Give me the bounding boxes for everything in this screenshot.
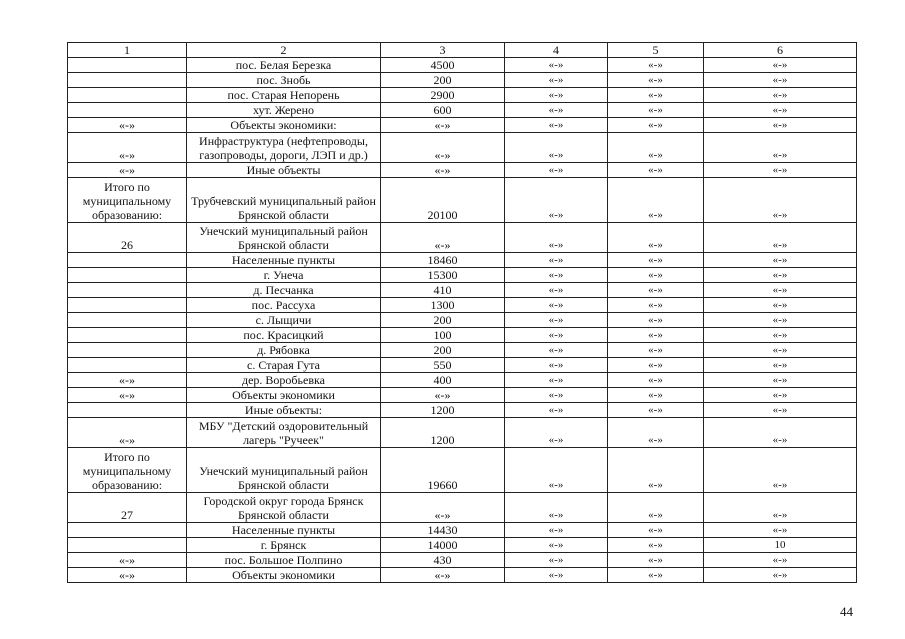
table-cell: «-» [608, 268, 704, 283]
table-cell: «-» [381, 223, 505, 253]
column-header: 2 [187, 43, 381, 58]
table-cell: «-» [608, 388, 704, 403]
table-row [68, 328, 857, 343]
table-cell: «-» [608, 568, 704, 583]
table-cell: «-» [704, 523, 857, 538]
table-cell: «-» [68, 568, 187, 583]
table-row [68, 223, 857, 253]
column-header: 3 [381, 43, 505, 58]
table-cell [68, 358, 187, 373]
table-row [68, 268, 857, 283]
table-cell: «-» [704, 253, 857, 268]
table-cell: «-» [505, 133, 608, 163]
table-cell: пос. Белая Березка [187, 58, 381, 73]
table-cell: Трубчевский муниципальный район Брянской области [187, 178, 381, 223]
column-header: 1 [68, 43, 187, 58]
table-cell: 400 [381, 373, 505, 388]
table-cell: «-» [704, 283, 857, 298]
table-cell: Итого по муниципальному образованию: [68, 178, 187, 223]
table-cell [68, 298, 187, 313]
table-cell: 1300 [381, 298, 505, 313]
table-cell: 19660 [381, 448, 505, 493]
table-cell: «-» [505, 178, 608, 223]
table-cell: д. Песчанка [187, 283, 381, 298]
table-cell: «-» [68, 373, 187, 388]
table-row [68, 418, 857, 448]
table-cell: «-» [704, 568, 857, 583]
table-cell: «-» [608, 133, 704, 163]
table-cell: «-» [608, 373, 704, 388]
table-cell: «-» [608, 313, 704, 328]
table-cell: «-» [381, 163, 505, 178]
table-row [68, 58, 857, 73]
table-cell [68, 103, 187, 118]
table-row [68, 538, 857, 553]
table-cell: «-» [608, 298, 704, 313]
table-row [68, 568, 857, 583]
table-cell: «-» [704, 358, 857, 373]
table-cell: «-» [704, 103, 857, 118]
table-cell: «-» [608, 328, 704, 343]
table-cell: «-» [505, 358, 608, 373]
table-cell: «-» [704, 388, 857, 403]
table-cell: «-» [381, 568, 505, 583]
table-cell: пос. Старая Непорень [187, 88, 381, 103]
table-cell: «-» [381, 388, 505, 403]
table-cell: «-» [505, 268, 608, 283]
table-cell: «-» [608, 418, 704, 448]
table-cell: «-» [505, 58, 608, 73]
table-cell: Иные объекты [187, 163, 381, 178]
table-cell [68, 283, 187, 298]
table-cell: «-» [505, 118, 608, 133]
table-cell: 27 [68, 493, 187, 523]
table-cell: «-» [68, 163, 187, 178]
table-cell: Унечский муниципальный район Брянской области [187, 223, 381, 253]
table-cell: пос. Красицкий [187, 328, 381, 343]
table-row [68, 88, 857, 103]
table-cell: «-» [608, 523, 704, 538]
page-number: 44 [840, 604, 853, 619]
table-cell: 410 [381, 283, 505, 298]
table-cell: пос. Большое Полпино [187, 553, 381, 568]
table-row [68, 403, 857, 418]
table-cell: Объекты экономики: [187, 118, 381, 133]
table-cell [68, 268, 187, 283]
table-cell: «-» [505, 328, 608, 343]
table-cell: Объекты экономики [187, 568, 381, 583]
table-cell: «-» [505, 103, 608, 118]
table-cell: «-» [505, 298, 608, 313]
table-cell: 26 [68, 223, 187, 253]
table-cell: «-» [68, 418, 187, 448]
table-cell: 550 [381, 358, 505, 373]
table-cell: 14430 [381, 523, 505, 538]
table-cell: «-» [704, 163, 857, 178]
table-row [68, 388, 857, 403]
table-cell: «-» [505, 448, 608, 493]
table-cell: «-» [608, 73, 704, 88]
table-row [68, 493, 857, 523]
table-cell: 2900 [381, 88, 505, 103]
table-cell [68, 538, 187, 553]
table-cell: «-» [68, 388, 187, 403]
table-cell: «-» [505, 223, 608, 253]
table-cell: «-» [608, 103, 704, 118]
table-cell: пос. Рассуха [187, 298, 381, 313]
table-cell: «-» [505, 538, 608, 553]
table-cell: «-» [381, 118, 505, 133]
table-cell: «-» [505, 388, 608, 403]
table-cell: «-» [505, 568, 608, 583]
table-cell: Инфраструктура (нефтепроводы, газопроводы, дороги, ЛЭП и др.) [187, 133, 381, 163]
table-row [68, 163, 857, 178]
table-cell: «-» [704, 418, 857, 448]
table-cell: «-» [608, 163, 704, 178]
table-row [68, 523, 857, 538]
table-cell: «-» [608, 58, 704, 73]
table-cell [68, 403, 187, 418]
table-cell: «-» [608, 253, 704, 268]
table-cell: Иные объекты: [187, 403, 381, 418]
table-cell: «-» [505, 403, 608, 418]
table-cell: «-» [608, 448, 704, 493]
table-cell: «-» [608, 223, 704, 253]
table-row [68, 298, 857, 313]
table-cell: Унечский муниципальный район Брянской области [187, 448, 381, 493]
table-cell [68, 88, 187, 103]
table-cell: «-» [704, 553, 857, 568]
table-cell: «-» [608, 118, 704, 133]
table-header-row [68, 43, 857, 58]
table-cell: г. Брянск [187, 538, 381, 553]
table-row [68, 358, 857, 373]
table-cell [68, 328, 187, 343]
table-cell: «-» [704, 448, 857, 493]
table-row [68, 253, 857, 268]
table-cell: «-» [608, 538, 704, 553]
table-row [68, 343, 857, 358]
table-cell: «-» [704, 118, 857, 133]
table-cell: «-» [68, 553, 187, 568]
table-cell: МБУ "Детский оздоровительный лагерь "Ручеек" [187, 418, 381, 448]
table-cell: «-» [608, 178, 704, 223]
table-cell: Объекты экономики [187, 388, 381, 403]
table-cell: «-» [704, 133, 857, 163]
data-table [67, 42, 857, 583]
table-cell: «-» [704, 88, 857, 103]
column-header: 6 [704, 43, 857, 58]
table-cell: «-» [704, 298, 857, 313]
table-cell: «-» [608, 283, 704, 298]
table-cell: «-» [68, 133, 187, 163]
table-cell: 200 [381, 73, 505, 88]
table-cell: «-» [505, 553, 608, 568]
table-cell: «-» [704, 73, 857, 88]
table-cell: «-» [381, 493, 505, 523]
table-cell [68, 313, 187, 328]
table-cell: д. Рябовка [187, 343, 381, 358]
table-cell: «-» [704, 328, 857, 343]
table-cell: «-» [505, 73, 608, 88]
column-header: 5 [608, 43, 704, 58]
table-cell: «-» [505, 343, 608, 358]
table-cell: 200 [381, 343, 505, 358]
table-cell: «-» [68, 118, 187, 133]
table-body [68, 43, 857, 583]
table-cell: 600 [381, 103, 505, 118]
table-cell: Населенные пункты [187, 253, 381, 268]
table-cell: 4500 [381, 58, 505, 73]
table-cell: 1200 [381, 403, 505, 418]
table-cell: 20100 [381, 178, 505, 223]
table-cell: дер. Воробьевка [187, 373, 381, 388]
table-cell: Населенные пункты [187, 523, 381, 538]
table-cell: «-» [704, 223, 857, 253]
table-cell: «-» [505, 523, 608, 538]
table-cell: «-» [608, 553, 704, 568]
table-cell: «-» [608, 343, 704, 358]
table-cell [68, 343, 187, 358]
table-cell: «-» [608, 88, 704, 103]
table-cell: с. Старая Гута [187, 358, 381, 373]
table-cell: «-» [381, 133, 505, 163]
table-cell: пос. Знобь [187, 73, 381, 88]
table-cell: 1200 [381, 418, 505, 448]
table-cell: «-» [505, 418, 608, 448]
table-cell: г. Унеча [187, 268, 381, 283]
table-cell: «-» [704, 493, 857, 523]
table-cell: 200 [381, 313, 505, 328]
table-cell: «-» [704, 178, 857, 223]
table-cell: «-» [505, 163, 608, 178]
table-cell: 100 [381, 328, 505, 343]
table-cell: «-» [704, 313, 857, 328]
table-cell: Итого по муниципальному образованию: [68, 448, 187, 493]
table-row [68, 553, 857, 568]
table-cell: «-» [704, 373, 857, 388]
table-row [68, 118, 857, 133]
table-cell: «-» [505, 253, 608, 268]
table-cell: «-» [608, 493, 704, 523]
table-row [68, 178, 857, 223]
table-row [68, 73, 857, 88]
table-row [68, 373, 857, 388]
table-cell: «-» [505, 283, 608, 298]
table-cell: «-» [505, 88, 608, 103]
table-cell: «-» [505, 493, 608, 523]
table-cell: «-» [704, 268, 857, 283]
table-row [68, 103, 857, 118]
table-cell: «-» [704, 403, 857, 418]
table-cell: Городской округ города Брянск Брянской области [187, 493, 381, 523]
table-cell [68, 253, 187, 268]
table-cell: 18460 [381, 253, 505, 268]
table-cell: 430 [381, 553, 505, 568]
table-cell: 14000 [381, 538, 505, 553]
table-cell: 10 [704, 538, 857, 553]
table-row [68, 313, 857, 328]
table-cell: 15300 [381, 268, 505, 283]
column-header: 4 [505, 43, 608, 58]
table-cell: хут. Жерено [187, 103, 381, 118]
table-cell: «-» [608, 403, 704, 418]
table-row [68, 133, 857, 163]
table-cell: «-» [704, 58, 857, 73]
table-cell: «-» [505, 373, 608, 388]
table-row [68, 283, 857, 298]
table-cell [68, 73, 187, 88]
table-cell [68, 58, 187, 73]
table-cell: с. Лыщичи [187, 313, 381, 328]
table-cell: «-» [608, 358, 704, 373]
table-row [68, 448, 857, 493]
table-cell: «-» [704, 343, 857, 358]
table-cell: «-» [505, 313, 608, 328]
table-cell [68, 523, 187, 538]
